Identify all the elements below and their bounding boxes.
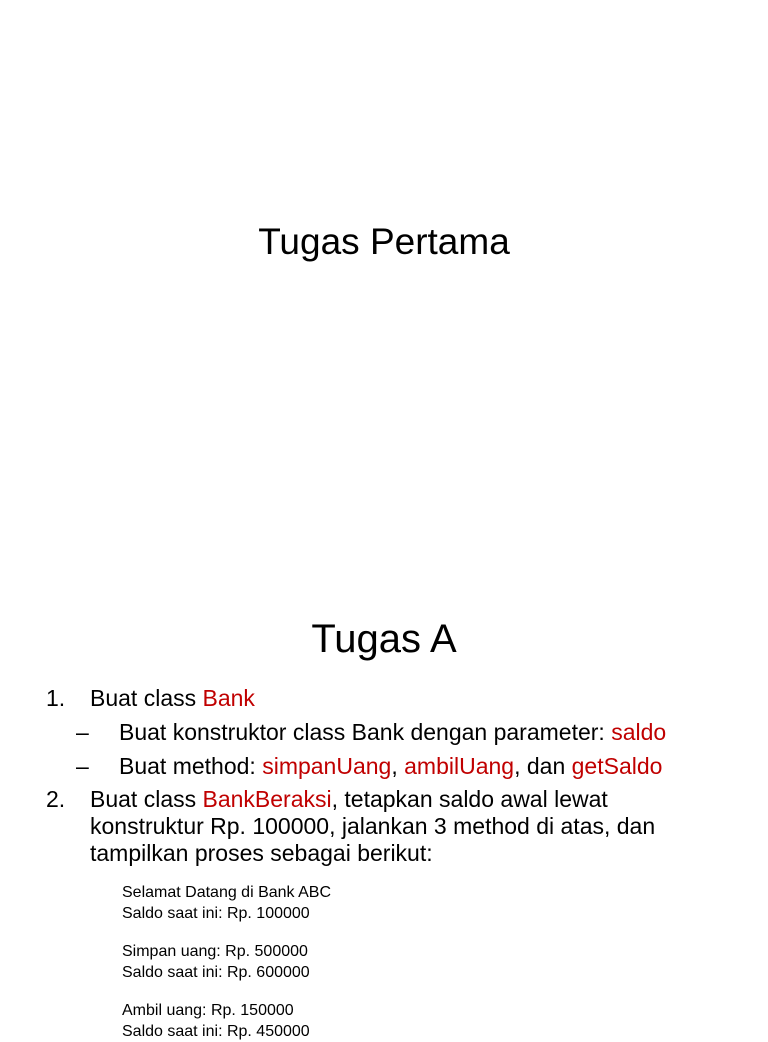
output-line-5: Ambil uang: Rp. 150000: [122, 1002, 294, 1019]
list-text-line-1: [90, 786, 608, 813]
list-item-2: [0, 786, 768, 870]
sub-item-text: [119, 719, 666, 746]
class-name-bank: Bank: [202, 685, 255, 711]
output-line-6: Saldo saat ini: Rp. 450000: [122, 1023, 310, 1040]
list-text: [90, 685, 255, 712]
sub-item-text: [119, 753, 662, 780]
slide-title: Tugas Pertama: [258, 221, 510, 262]
method-ambil-uang: ambilUang: [404, 753, 515, 779]
sub-item-prefix: Buat method:: [119, 753, 263, 779]
separator: ,: [391, 753, 405, 779]
list-text-rest: , tetapkan saldo awal lewat: [331, 786, 608, 812]
list-text-prefix: Buat class: [90, 685, 203, 711]
slide-title: Tugas A: [311, 617, 457, 661]
method-get-saldo: getSaldo: [571, 753, 663, 779]
sub-item-prefix: Buat konstruktor class Bank dengan parameter:: [119, 719, 612, 745]
method-simpan-uang: simpanUang: [262, 753, 392, 779]
output-line-1: Selamat Datang di Bank ABC: [122, 884, 332, 901]
class-name-bank-beraksi: BankBeraksi: [202, 786, 332, 812]
list-number: 1.: [46, 685, 66, 711]
dash-bullet: –: [76, 719, 89, 745]
output-line-4: Saldo saat ini: Rp. 600000: [122, 964, 310, 981]
list-text-line-3: tampilkan proses sebagai berikut:: [90, 840, 433, 866]
output-line-2: Saldo saat ini: Rp. 100000: [122, 905, 310, 922]
list-text-prefix: Buat class: [90, 786, 203, 812]
list-number: 2.: [46, 786, 66, 812]
list-text-line-2: konstruktur Rp. 100000, jalankan 3 method di atas, dan: [90, 813, 656, 839]
slide-1: [0, 0, 768, 512]
slide-2: [0, 512, 768, 1040]
param-saldo: saldo: [611, 719, 667, 745]
output-line-3: Simpan uang: Rp. 500000: [122, 943, 308, 960]
dash-bullet: –: [76, 753, 89, 779]
separator: , dan: [514, 753, 572, 779]
